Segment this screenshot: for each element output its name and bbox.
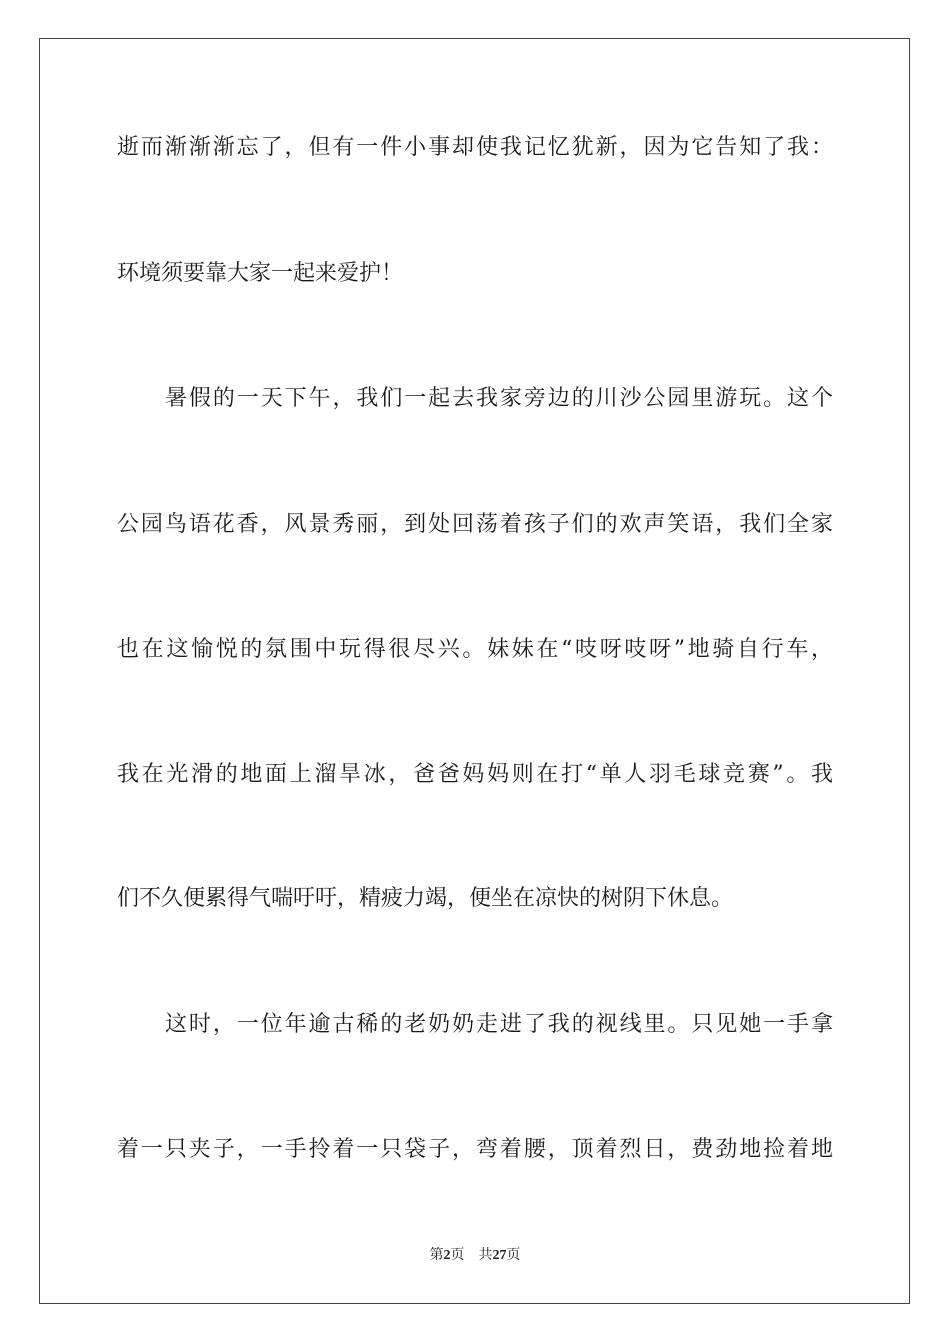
footer-page-number: 2 [443,1248,451,1263]
footer-total-pages: 27 [492,1248,507,1263]
paragraph-2-line-1: 暑假的一天下午，我们一起去我家旁边的川沙公园里游玩。这个 [165,386,833,411]
text-line-2: 环境须要靠大家一起来爱护！ [117,261,404,286]
paragraph-2-line-5: 们不久便累得气喘吁吁，精疲力竭，便坐在凉快的树阴下休息。 [117,886,734,911]
footer-total-prefix: 共 [478,1248,493,1263]
page-footer [0,1246,950,1266]
paragraph-3-line-2: 着一只夹子，一手拎着一只袋子，弯着腰，顶着烈日，费劲地捡着地 [117,1137,833,1162]
footer-total-suffix: 页 [506,1248,521,1263]
text-line-1: 逝而渐渐渐忘了，但有一件小事却使我记忆犹新，因为它告知了我： [117,135,833,160]
paragraph-2-line-2: 公园鸟语花香，风景秀丽，到处回荡着孩子们的欢声笑语，我们全家 [117,512,833,537]
paragraph-3-line-1: 这时，一位年逾古稀的老奶奶走进了我的视线里。只见她一手拿 [165,1012,833,1037]
footer-page-suffix: 页 [450,1248,465,1263]
paragraph-2-line-3: 也在这愉悦的氛围中玩得很尽兴。妹妹在“吱呀吱呀”地骑自行车， [117,637,833,662]
page-border [39,38,910,1304]
paragraph-2-line-4: 我在光滑的地面上溜旱冰，爸爸妈妈则在打“单人羽毛球竞赛”。我 [117,762,833,787]
footer-page-prefix: 第 [429,1248,444,1263]
